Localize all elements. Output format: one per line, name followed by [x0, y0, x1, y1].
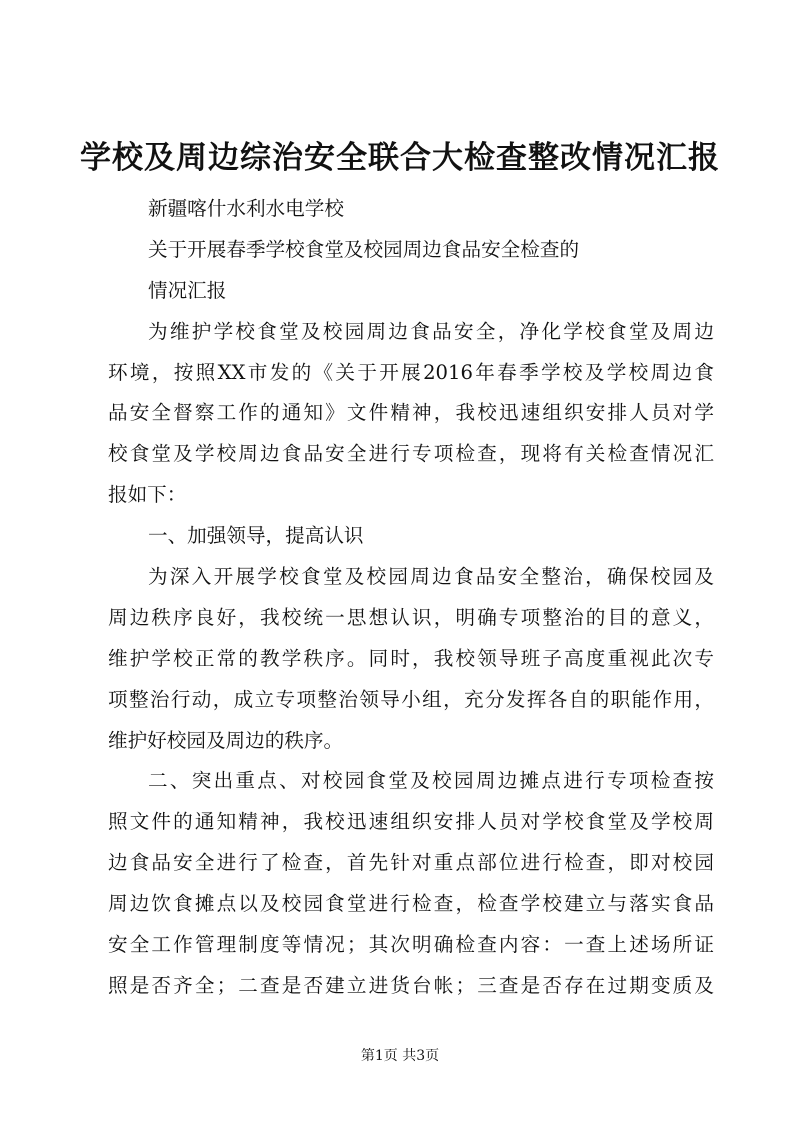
paragraph-line: 校食堂及学校周边食品安全进行专项检查，现将有关检查情况汇 [108, 442, 714, 466]
subtitle-line-1: 关于开展春季学校食堂及校园周边食品安全检查的 [148, 237, 580, 261]
subtitle-line-2: 情况汇报 [148, 278, 227, 302]
paragraph-line: 周边秩序良好，我校统一思想认识，明确专项整治的目的意义， [108, 605, 714, 629]
page-number: 第1页 共3页 [360, 1048, 440, 1064]
paragraph-line: 照文件的通知精神，我校迅速组织安排人员对学校食堂及学校周 [108, 810, 714, 834]
school-name-line: 新疆喀什水利水电学校 [148, 197, 344, 220]
paragraph-line: 环境，按照XX市发的《关于开展2016年春季学校及学校周边食 [108, 360, 714, 384]
paragraph-line: 报如下： [108, 483, 187, 507]
document-title: 学校及周边综治安全联合大检查整改情况汇报 [80, 140, 720, 176]
paragraph-line: 维护好校园及周边的秩序。 [108, 728, 344, 752]
section-heading-1: 一、加强领导，提高认识 [148, 524, 364, 548]
paragraph-line: 维护学校正常的教学秩序。同时，我校领导班子高度重视此次专 [108, 646, 714, 670]
section-heading-2: 二、突出重点、对校园食堂及校园周边摊点进行专项检查按 [148, 769, 714, 793]
document-body [108, 189, 714, 1007]
paragraph-line: 边食品安全进行了检查，首先针对重点部位进行检查，即对校园 [108, 851, 714, 875]
paragraph-line: 照是否齐全；二查是否建立进货台帐；三查是否存在过期变质及 [108, 973, 714, 997]
paragraph-line: 为维护学校食堂及校园周边食品安全，净化学校食堂及周边 [148, 319, 714, 343]
paragraph-line: 为深入开展学校食堂及校园周边食品安全整治，确保校园及 [148, 565, 714, 589]
paragraph-line: 周边饮食摊点以及校园食堂进行检查，检查学校建立与落实食品 [108, 892, 714, 916]
paragraph-line: 品安全督察工作的通知》文件精神，我校迅速组织安排人员对学 [108, 401, 714, 425]
paragraph-line: 安全工作管理制度等情况；其次明确检查内容：一查上述场所证 [108, 933, 714, 957]
paragraph-line: 项整治行动，成立专项整治领导小组，充分发挥各自的职能作用， [108, 687, 714, 711]
